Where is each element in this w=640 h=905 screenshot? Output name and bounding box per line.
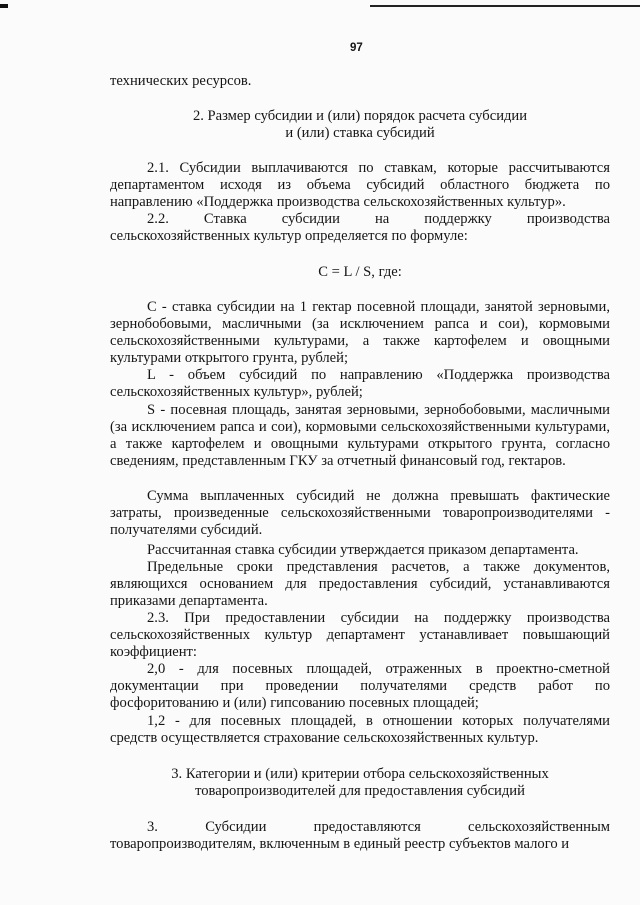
paragraph-3-line1: 3. Субсидии предоставляются сельскохозяйственным [147, 819, 610, 835]
paragraph-approve: Рассчитанная ставка субсидии утверждается приказом департамента. [147, 542, 579, 558]
definition-l: L - объем субсидий по направлению «Поддержка производства сельскохозяйственных культур», рублей; [110, 367, 610, 400]
paragraph-2-2-line2: сельскохозяйственных культур определяется по формуле: [110, 228, 468, 244]
paragraph-3-line2: товаропроизводителям, включенным в единый реестр субъектов малого и [110, 836, 570, 852]
paragraph-sum: Сумма выплаченных субсидий не должна превышать фактические затраты, произведенные сельскохозяйственными товаропроизводителями - получателями субсидий. [110, 488, 610, 538]
top-fragment: технических ресурсов. [110, 73, 252, 89]
coefficient-2-0: 2,0 - для посевных площадей, отраженных в проектно-сметной документации при проведении получателями средств работ по фосфоритованию и (или) гипсованию посевных площадей; [110, 661, 610, 711]
paragraph-2-1: 2.1. Субсидии выплачиваются по ставкам, которые рассчитываются департаментом исходя из объема субсидий областного бюджета по направлению «Поддержка производства сельскохозяйственных культур». [110, 160, 610, 210]
scan-artifact-left [0, 4, 8, 8]
section-3-title-line1: 3. Категории и (или) критерии отбора сельскохозяйственных [171, 766, 549, 782]
formula: С = L / S, где: [318, 264, 402, 280]
scan-artifact-right [370, 5, 640, 7]
paragraph-2-3: 2.3. При предоставлении субсидии на поддержку производства сельскохозяйственных культур департамент устанавливает повышающий коэффициент: [110, 610, 610, 660]
page-number: 97 [350, 42, 363, 54]
section-2-title-line2: и (или) ставка субсидий [285, 124, 435, 141]
definition-c: С - ставка субсидии на 1 гектар посевной площади, занятой зерновыми, зернобобовыми, масличными (за исключением рапса и сои), кормовыми сельскохозяйственными культурами, а также картофелем и овощными культурами открытого грунта, рублей; [110, 299, 610, 366]
section-3-title [80, 766, 640, 800]
paragraph-deadline: Предельные сроки представления расчетов, а также документов, являющихся основанием для предоставления субсидий, устанавливаются приказами департамента. [110, 559, 610, 609]
section-2-title [110, 108, 610, 142]
section-3-title-line2: товаропроизводителей для предоставления субсидий [195, 782, 525, 799]
coefficient-1-2: 1,2 - для посевных площадей, в отношении которых получателями средств осуществляется страхование сельскохозяйственных культур. [110, 713, 610, 746]
section-2-title-line1: 2. Размер субсидии и (или) порядок расчета субсидии [192, 108, 528, 124]
definition-s: S - посевная площадь, занятая зерновыми, зернобобовыми, масличными (за исключением рапса и сои), кормовыми сельскохозяйственными культурами, а также картофелем и овощными культурами открытого грунта, согласно сведениям, представленным ГКУ за отчетный финансовый год, гектаров. [110, 402, 610, 469]
paragraph-2-2-line1: 2.2. Ставка субсидии на поддержку производства [147, 211, 610, 227]
